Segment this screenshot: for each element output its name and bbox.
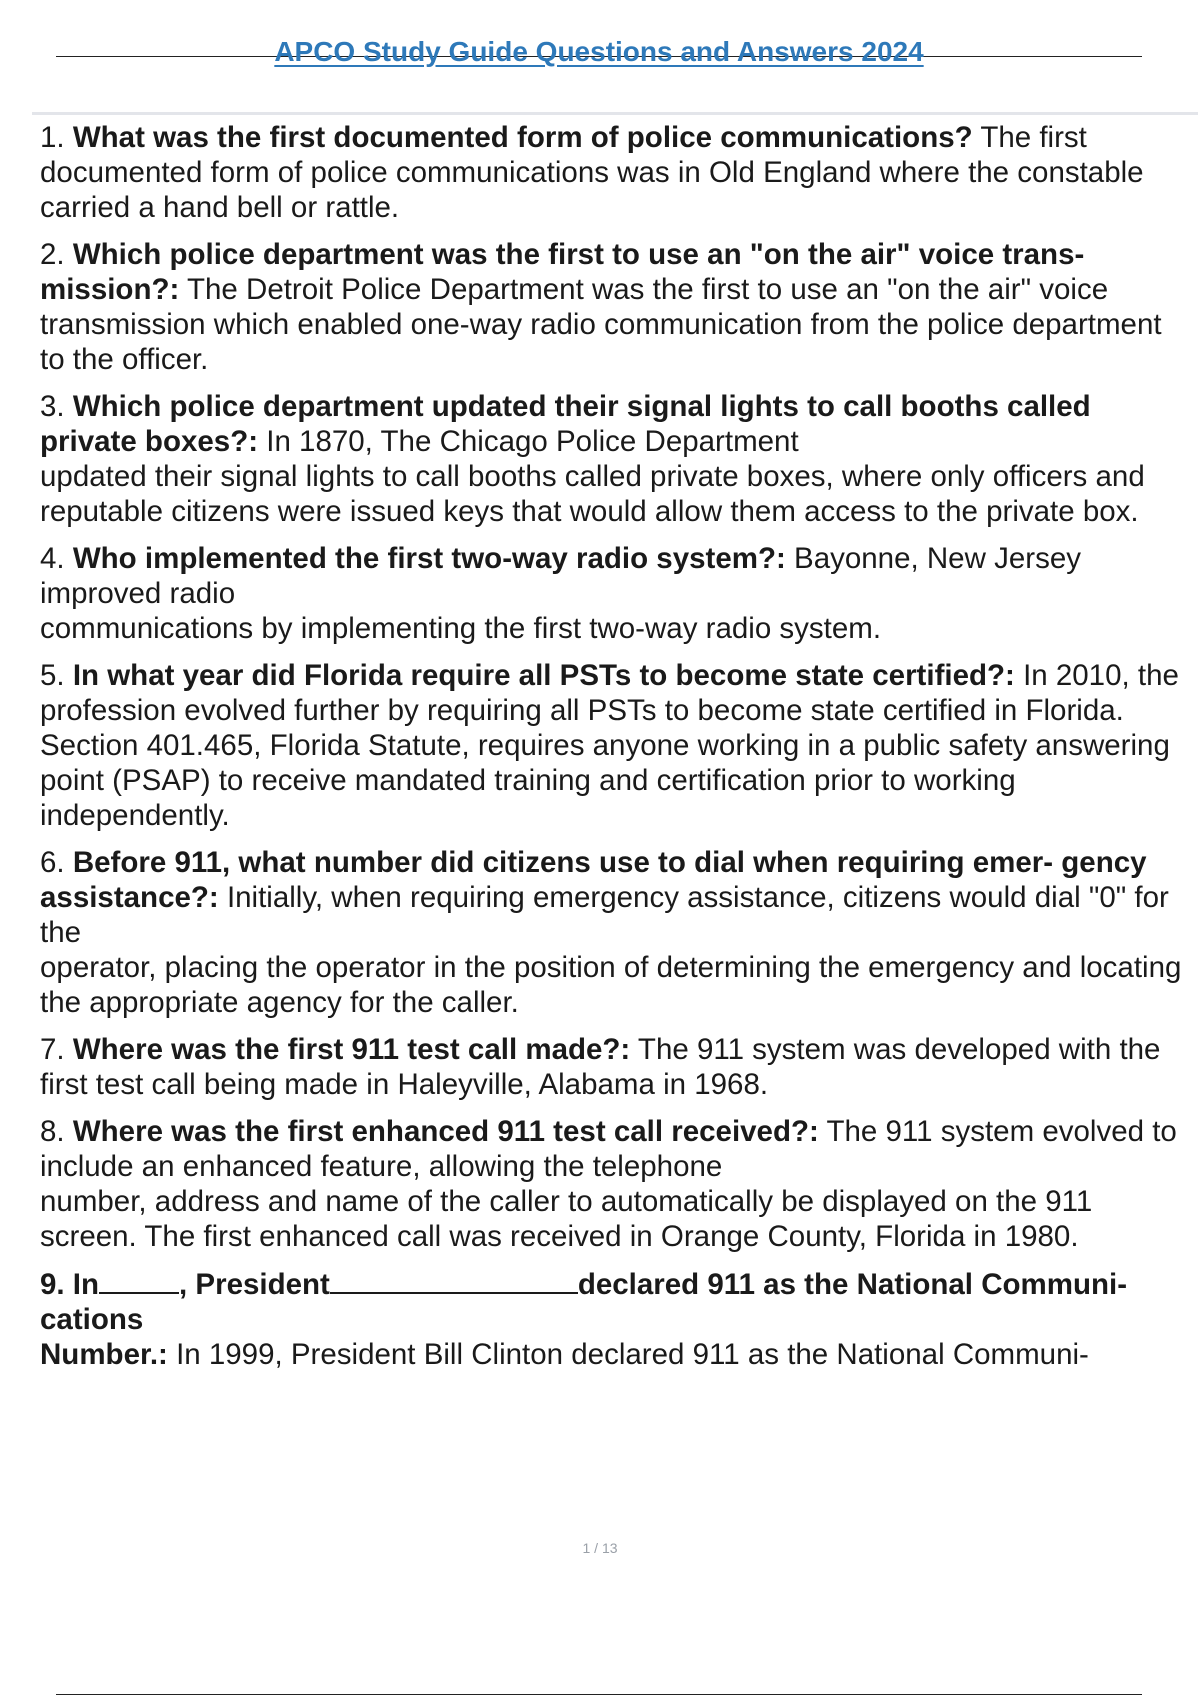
item-number: 3. bbox=[40, 390, 65, 423]
item-number: 6. bbox=[40, 846, 65, 879]
answer-text: Initially, when requiring emergency assistance, citizens would dial "0" for the bbox=[40, 881, 1169, 949]
question-number: 9. In bbox=[40, 1268, 100, 1301]
answer-text: In 1999, President Bill Clinton declared 911 as the National Communi- bbox=[176, 1338, 1089, 1371]
item-number: 5. bbox=[40, 659, 65, 692]
item-number: 4. bbox=[40, 542, 65, 575]
qa-item-9 bbox=[40, 1266, 1190, 1372]
answer-text: In 2010, the profession evolved further by requiring all PSTs to become state certified in Florida. Section 401.465, Florida Statute, requires anyone working in a public safety answering point (PSAP) to receive mandated training and certification prior to working independently. bbox=[40, 659, 1179, 832]
answer-text: The first documented form of police communications was in Old England where the constable carried a hand bell or rattle. bbox=[40, 121, 1144, 224]
document-title[interactable]: APCO Study Guide Questions and Answers 2024 bbox=[274, 36, 924, 67]
answer-text-line: reputable citizens were issued keys that would allow them access to the private box. bbox=[40, 495, 1139, 528]
answer-text-line: communications by implementing the first two-way radio system. bbox=[40, 612, 882, 645]
qa-item-8 bbox=[40, 1114, 1190, 1254]
question-text: Who implemented the first two-way radio system?: bbox=[72, 542, 786, 575]
answer-text: In 1870, The Chicago Police Department bbox=[266, 425, 799, 458]
answer-text: The 911 system evolved to include an enhanced feature, allowing the telephone bbox=[40, 1115, 1177, 1183]
question-text: Which police department updated their signal lights to call booths called private boxes?: bbox=[40, 390, 1091, 458]
answer-text: The Detroit Police Department was the first to use an "on the air" voice transmission which enabled one-way radio communication from the police department to the officer. bbox=[40, 273, 1162, 376]
item-number: 2. bbox=[40, 238, 65, 271]
qa-item-3 bbox=[40, 389, 1190, 529]
question-text: declared 911 as the National Communi- cations bbox=[40, 1268, 1128, 1336]
answer-text-line: updated their signal lights to call booths called private boxes, where only officers and bbox=[40, 460, 1145, 493]
qa-item-5 bbox=[40, 658, 1190, 833]
question-text: , President bbox=[179, 1268, 330, 1301]
question-text: Where was the first enhanced 911 test call received?: bbox=[72, 1115, 819, 1148]
footer-rule bbox=[56, 1694, 1142, 1695]
answer-text: The 911 system was developed with the first test call being made in Haleyville, Alabama in 1968. bbox=[40, 1033, 1161, 1101]
fill-in-blank bbox=[330, 1266, 578, 1294]
header-separator bbox=[32, 112, 1198, 115]
qa-item-1 bbox=[40, 120, 1190, 225]
page-indicator: 1 / 13 bbox=[582, 1540, 618, 1556]
answer-text-line: number, address and name of the caller to automatically be displayed on the 911 screen. The first enhanced call was received in Orange County, Florida in 1980. bbox=[40, 1185, 1093, 1253]
question-text: Which police department was the first to use an "on the air" voice trans- mission?: bbox=[40, 238, 1085, 306]
question-text: What was the first documented form of police communications? bbox=[72, 121, 973, 154]
question-text: In what year did Florida require all PSTs to become state certified?: bbox=[72, 659, 1015, 692]
item-number: 1. bbox=[40, 121, 65, 154]
document-title-bar bbox=[56, 30, 1142, 70]
qa-item-2 bbox=[40, 237, 1190, 377]
fill-in-blank bbox=[99, 1266, 179, 1294]
answer-text-line: operator, placing the operator in the position of determining the emergency and locating the appropriate agency for the caller. bbox=[40, 951, 1182, 1019]
answer-text: Bayonne, New Jersey improved radio bbox=[40, 542, 1081, 610]
qa-item-6 bbox=[40, 845, 1190, 1020]
qa-item-4 bbox=[40, 541, 1190, 646]
question-text: Where was the first 911 test call made?: bbox=[72, 1033, 631, 1066]
item-number: 8. bbox=[40, 1115, 65, 1148]
question-text: Number.: bbox=[40, 1338, 168, 1371]
item-number: 7. bbox=[40, 1033, 65, 1066]
question-text: Before 911, what number did citizens use to dial when requiring emer- gency assistance?: bbox=[40, 846, 1147, 914]
qa-item-7 bbox=[40, 1032, 1190, 1102]
qa-list bbox=[40, 120, 1190, 1384]
